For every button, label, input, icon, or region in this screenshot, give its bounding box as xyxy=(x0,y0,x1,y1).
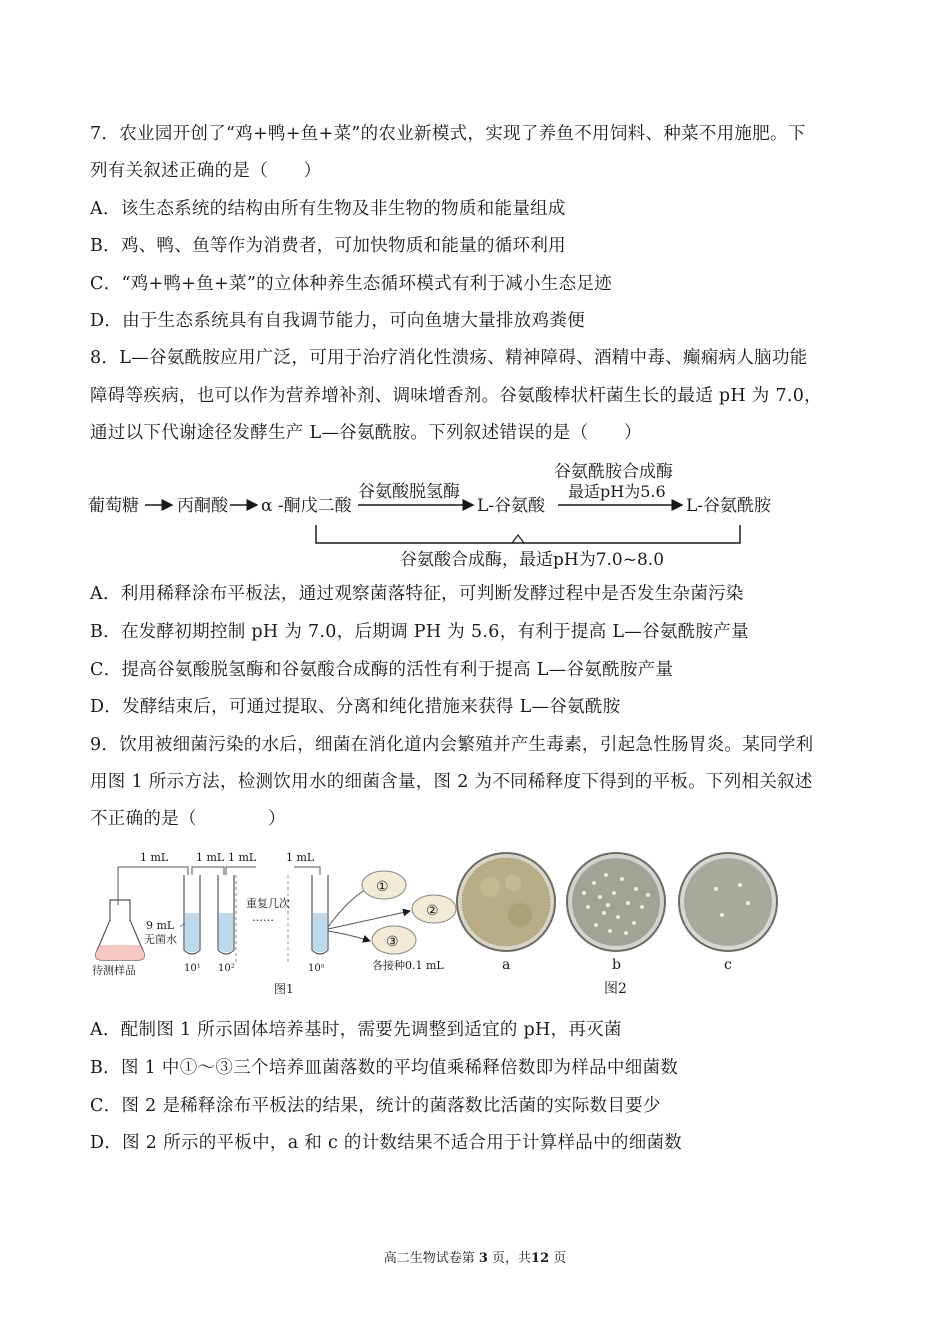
fig1-caption: 图1 xyxy=(274,982,294,996)
plate-b xyxy=(567,853,665,951)
pyruvate-label: 丙酮酸 xyxy=(177,496,228,516)
vol2-label: 1 mL xyxy=(196,851,225,864)
tube-1 xyxy=(184,875,200,954)
bracket-line xyxy=(316,525,740,543)
glu-label: L-谷氨酸 xyxy=(477,496,546,516)
water-label: 9 mL xyxy=(146,919,175,932)
q7-option-c: C．“鸡+鸭+鱼+菜”的立体种养生态循环模式有利于减小生态足迹 xyxy=(90,274,613,294)
q9-option-d: D．图 2 所示的平板中，a 和 c 的计数结果不适合用于计算样品中的细菌数 xyxy=(90,1133,683,1153)
water2-label: 无菌水 xyxy=(144,933,177,946)
gln-label: L-谷氨酰胺 xyxy=(686,496,772,516)
q8-stem-line2: 障碍等疾病，也可以作为营养增补剂、调味增香剂。谷氨酸棒状杆菌生长的最适 pH 为 7.0， xyxy=(90,386,822,406)
q7-option-a: A．该生态系统的结构由所有生物及非生物的物质和能量组成 xyxy=(90,199,566,219)
page-footer xyxy=(0,1247,950,1266)
plate-1 xyxy=(362,871,406,899)
q7-option-d: D．由于生态系统具有自我调节能力，可向鱼塘大量排放鸡粪便 xyxy=(90,311,585,331)
q8-option-a: A．利用稀释涂布平板法，通过观察菌落特征，可判断发酵过程中是否发生杂菌污染 xyxy=(90,584,744,604)
arrow-to-plate-3 xyxy=(328,931,370,941)
sample-label: 待测样品 xyxy=(92,964,136,977)
plate2-label: ② xyxy=(426,903,439,919)
transfer-line-4 xyxy=(294,867,320,875)
q9-option-c: C．图 2 是稀释涂布平板法的结果，统计的菌落数比活菌的实际数目要少 xyxy=(90,1096,661,1116)
plate-a-label: a xyxy=(502,957,511,973)
q8-stem-line1: 8．L—谷氨酰胺应用广泛，可用于治疗消化性溃疡、精神障碍、酒精中毒、癫痫病人脑功能 xyxy=(90,348,808,368)
tube-2 xyxy=(218,875,234,954)
tube-n xyxy=(312,875,328,954)
q8-option-c: C．提高谷氨酸脱氢酶和谷氨酸合成酶的活性有利于提高 L—谷氨酰胺产量 xyxy=(90,660,674,680)
fig2-caption: 图2 xyxy=(604,981,627,997)
vol1-label: 1 mL xyxy=(140,851,169,864)
q9-option-b: B．图 1 中①～③三个培养皿菌落数的平均值乘稀释倍数即为样品中细菌数 xyxy=(90,1058,679,1078)
enzyme2-ph-label: 最适pH为5.6 xyxy=(568,482,666,501)
enzyme2-label: 谷氨酰胺合成酶 xyxy=(554,462,673,482)
footer-suffix: 页 xyxy=(549,1251,567,1266)
q8-option-b: B．在发酵初期控制 pH 为 7.0，后期调 PH 为 5.6，有利于提高 L—谷氨酰胺产量 xyxy=(90,622,749,642)
vol4-label: 1 mL xyxy=(286,851,315,864)
bottom-enzyme-label: 谷氨酸合成酶，最适pH为7.0~8.0 xyxy=(400,550,665,570)
bracket-notch xyxy=(512,535,524,543)
transfer-line-2 xyxy=(192,867,224,875)
plate-c xyxy=(679,853,777,951)
q7-stem-line2: 列有关叙述正确的是（ ） xyxy=(90,161,322,181)
transfer-line-1 xyxy=(118,867,188,905)
akg-label: α -酮戊二酸 xyxy=(261,496,352,516)
plate-a xyxy=(457,853,555,951)
q7-option-b: B．鸡、鸭、鱼等作为消费者，可加快物质和能量的循环利用 xyxy=(90,236,566,256)
plate-2 xyxy=(412,895,456,923)
repeat-label: 重复几次 xyxy=(246,897,290,910)
q8-option-d: D．发酵结束后，可通过提取、分离和纯化措施来获得 L—谷氨酰胺 xyxy=(90,697,621,717)
footer-total-pages: 12 xyxy=(531,1251,550,1266)
plate-c-label: c xyxy=(724,957,732,973)
q7-stem-line1: 7．农业园开创了“鸡+鸭+鱼+菜”的农业新模式，实现了养鱼不用饲料、种菜不用施肥。下 xyxy=(90,124,806,144)
dilution-figure xyxy=(88,845,788,1005)
tube-n-label: 10ⁿ xyxy=(308,963,326,974)
plate3-label: ③ xyxy=(386,934,399,950)
glucose-label: 葡萄糖 xyxy=(88,496,139,516)
metabolic-pathway-diagram xyxy=(80,455,800,575)
transfer-line-3 xyxy=(226,867,256,875)
inoculation-label: 各接种0.1 mL xyxy=(372,959,444,972)
footer-page-number: 3 xyxy=(478,1251,488,1266)
q8-stem-line3: 通过以下代谢途径发酵生产 L—谷氨酰胺。下列叙述错误的是（ ） xyxy=(90,423,642,443)
enzyme1-label: 谷氨酸脱氢酶 xyxy=(358,482,460,502)
plate1-label: ① xyxy=(376,879,389,895)
q9-option-a: A．配制图 1 所示固体培养基时，需要先调整到适宜的 pH，再灭菌 xyxy=(90,1020,622,1040)
footer-prefix: 高二生物试卷第 xyxy=(383,1251,479,1266)
vol3-label: 1 mL xyxy=(228,851,257,864)
tube2-label: 10² xyxy=(218,963,235,974)
q9-stem-line3: 不正确的是（ ） xyxy=(90,809,286,829)
plate-3 xyxy=(372,926,416,954)
q9-stem-line2: 用图 1 所示方法，检测饮用水的细菌含量，图 2 为不同稀释度下得到的平板。下列相关叙述 xyxy=(90,772,813,792)
sample-flask xyxy=(96,900,145,960)
dots-label: …… xyxy=(252,911,274,924)
footer-mid: 页，共 xyxy=(487,1251,532,1266)
tube1-label: 10¹ xyxy=(184,963,201,974)
plate-b-label: b xyxy=(612,957,621,973)
q9-stem-line1: 9．饮用被细菌污染的水后，细菌在消化道内会繁殖并产生毒素，引起急性肠胃炎。某同学利 xyxy=(90,735,814,755)
